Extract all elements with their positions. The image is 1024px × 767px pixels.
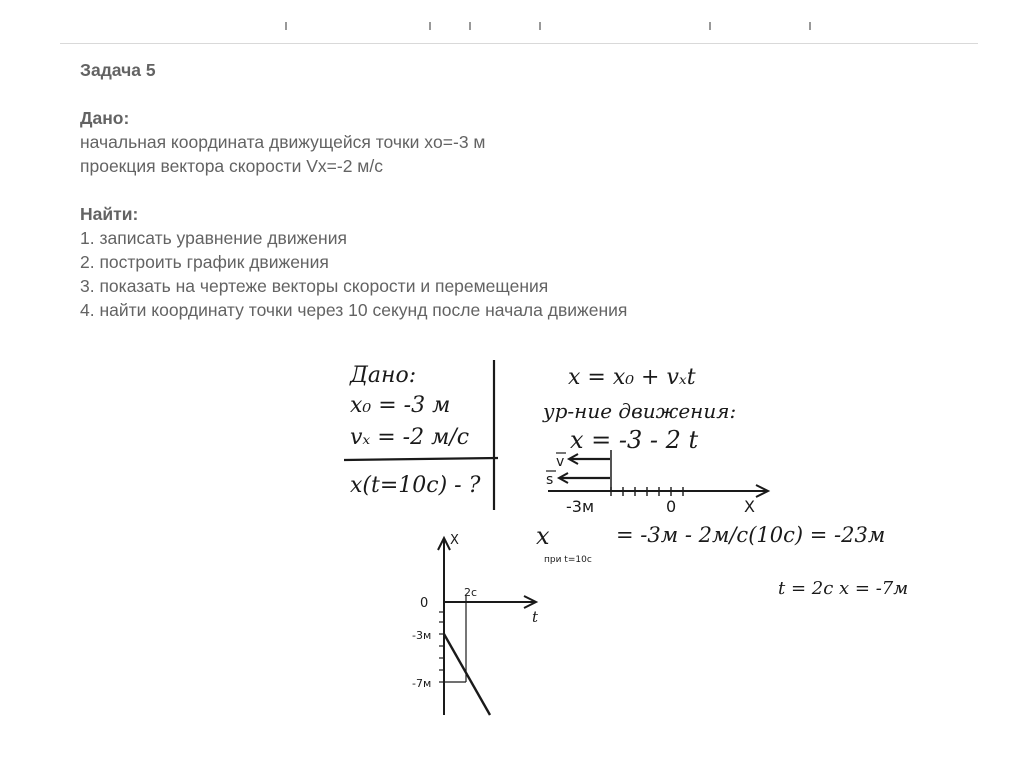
- hw-given-divider-horizontal: [344, 458, 498, 460]
- handwritten-solution: [338, 350, 938, 767]
- task-text: [80, 58, 940, 322]
- hw-equation: x = -3 - 2 t: [570, 426, 699, 454]
- hw-answer-rhs: = -3м - 2м/с(10с) = -23м: [616, 523, 886, 547]
- hw-v-label: v: [556, 454, 565, 470]
- hw-x-label: X: [744, 497, 755, 516]
- given-heading: Дано:: [80, 108, 130, 128]
- given-line-1: начальная координата движущейся точки xo=-3 м: [80, 132, 486, 152]
- graph-t-axis-label: t: [532, 608, 539, 626]
- hw-eq-label: ур-ние движения:: [543, 399, 737, 423]
- graph-y-tick-minus7: -7м: [412, 677, 432, 690]
- find-item-3: 3. показать на чертеже векторы скорости и перемещения: [80, 276, 549, 296]
- hw-formula: x = x₀ + vₓt: [568, 365, 696, 390]
- hw-answer-subscript: при t=10c: [544, 555, 592, 565]
- find-item-1: 1. записать уравнение движения: [80, 228, 347, 248]
- hw-t2-result: t = 2с x = -7м: [778, 578, 909, 599]
- hw-zero-label: 0: [666, 497, 677, 516]
- task-title: Задача 5: [80, 60, 156, 80]
- solution-drawing: [338, 350, 938, 767]
- graph-x-axis-label: X: [450, 533, 459, 548]
- top-divider: [60, 43, 978, 44]
- hw-s-label: s: [546, 472, 554, 488]
- hw-given-label: Дано:: [350, 363, 417, 388]
- graph-t-tick-label: 2с: [464, 586, 478, 599]
- hw-vx: vₓ = -2 м/с: [350, 425, 470, 450]
- find-item-4: 4. найти координату точки через 10 секунд после начала движения: [80, 300, 628, 320]
- top-fragment-marks: [280, 20, 820, 32]
- graph-y-tick-minus3: -3м: [412, 629, 432, 642]
- graph-origin-label: 0: [420, 596, 429, 611]
- given-line-2: проекция вектора скорости Vx=-2 м/с: [80, 156, 383, 176]
- graph-motion-line: [444, 634, 490, 715]
- hw-find-label: x(t=10c) - ?: [350, 473, 481, 498]
- hw-x0: x₀ = -3 м: [350, 393, 451, 418]
- hw-minus3-label: -3м: [566, 497, 595, 516]
- find-item-2: 2. построить график движения: [80, 252, 329, 272]
- find-heading: Найти:: [80, 204, 139, 224]
- hw-answer-x: x: [536, 522, 550, 550]
